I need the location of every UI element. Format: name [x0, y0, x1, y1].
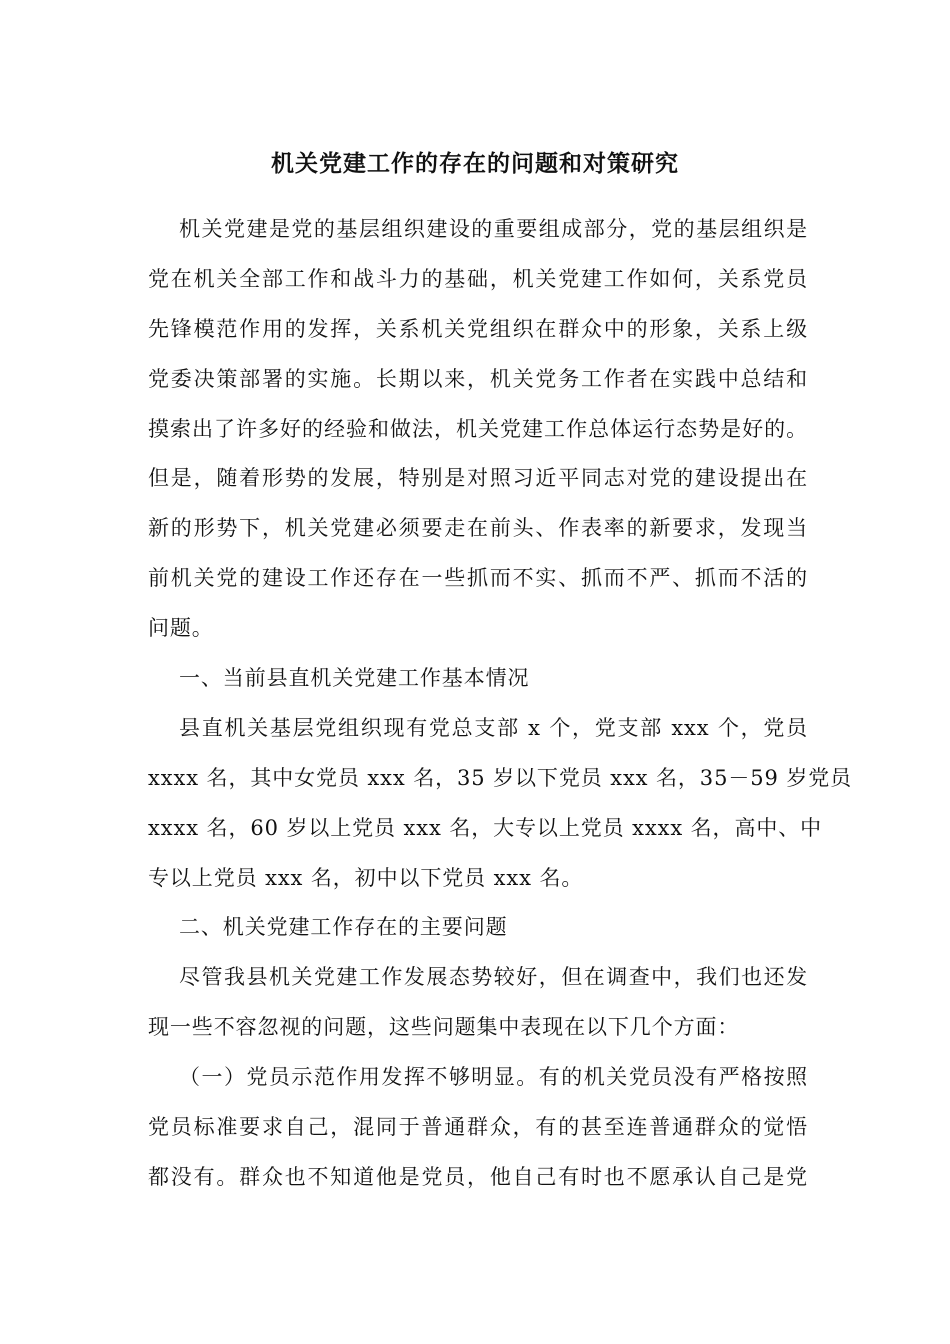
paragraph-line: 尽管我县机关党建工作发展态势较好，但在调查中，我们也还发: [179, 965, 808, 990]
paragraph-line: xxxx 名，60 岁以上党员 xxx 名，大专以上党员 xxxx 名，高中、中: [148, 815, 823, 840]
paragraph-line: 问题。: [148, 616, 214, 641]
section-heading: 二、机关党建工作存在的主要问题: [179, 915, 508, 940]
document-title: 机关党建工作的存在的问题和对策研究: [271, 151, 679, 177]
paragraph-line: 摸索出了许多好的经验和做法，机关党建工作总体运行态势是好的。: [148, 416, 808, 441]
paragraph-line: 县直机关基层党组织现有党总支部 x 个，党支部 xxx 个，党员: [179, 715, 808, 740]
paragraph-line: （一）党员示范作用发挥不够明显。有的机关党员没有严格按照: [179, 1065, 808, 1090]
paragraph-line: 先锋模范作用的发挥，关系机关党组织在群众中的形象，关系上级: [148, 316, 808, 341]
paragraph-line: 党委决策部署的实施。长期以来，机关党务工作者在实践中总结和: [148, 366, 808, 391]
paragraph-line: 现一些不容忽视的问题，这些问题集中表现在以下几个方面：: [148, 1015, 740, 1040]
paragraph-line: 专以上党员 xxx 名，初中以下党员 xxx 名。: [148, 865, 584, 890]
section-heading: 一、当前县直机关党建工作基本情况: [179, 666, 530, 691]
paragraph-line: 但是，随着形势的发展，特别是对照习近平同志对党的建设提出在: [148, 466, 808, 491]
paragraph-line: xxxx 名，其中女党员 xxx 名，35 岁以下党员 xxx 名，35－59 岁党员: [148, 765, 853, 790]
paragraph-line: 党在机关全部工作和战斗力的基础，机关党建工作如何，关系党员: [148, 266, 808, 291]
paragraph-line: 机关党建是党的基层组织建设的重要组成部分，党的基层组织是: [179, 217, 808, 241]
document-body: [148, 205, 853, 1203]
paragraph-line: 党员标准要求自己，混同于普通群众，有的甚至连普通群众的觉悟: [148, 1115, 808, 1140]
paragraph-line: 都没有。群众也不知道他是党员，他自己有时也不愿承认自己是党: [148, 1164, 808, 1189]
paragraph-line: 新的形势下，机关党建必须要走在前头、作表率的新要求，发现当: [148, 516, 808, 541]
paragraph-line: 前机关党的建设工作还存在一些抓而不实、抓而不严、抓而不活的: [148, 566, 808, 591]
